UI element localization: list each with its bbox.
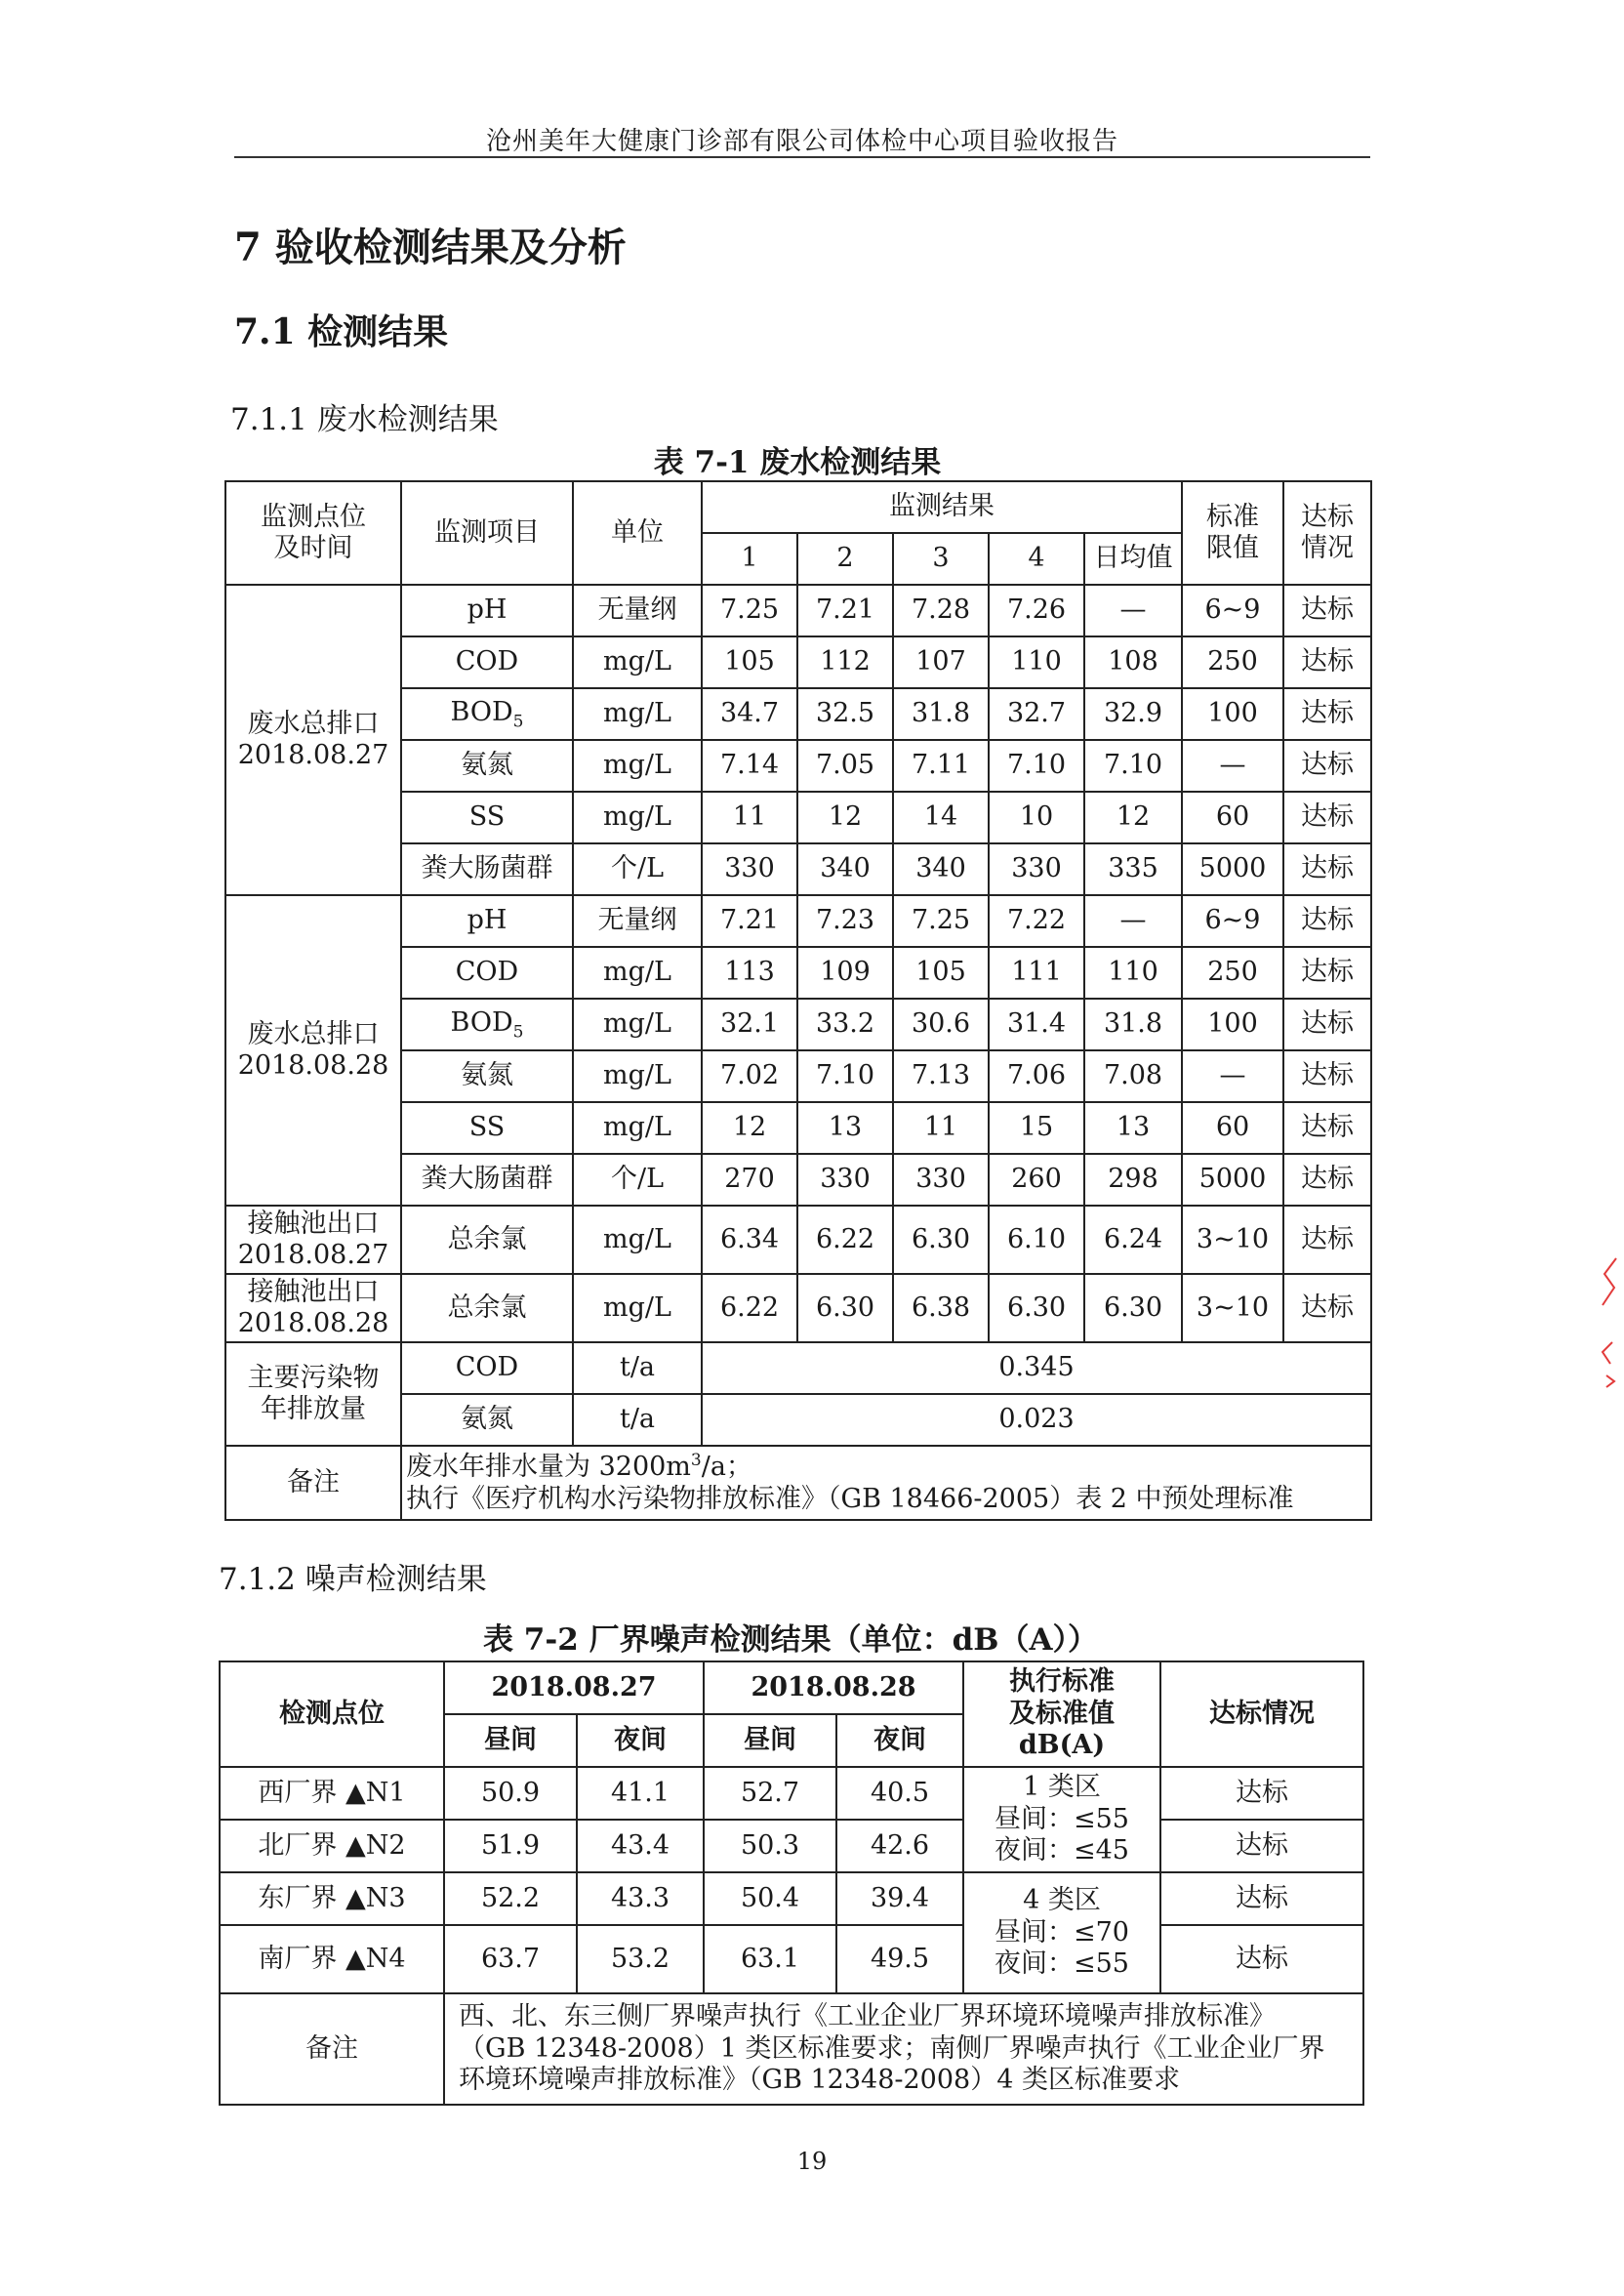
cell: 39.4 bbox=[836, 1872, 963, 1925]
cell: 6.34 bbox=[702, 1206, 797, 1274]
cell: 达标 bbox=[1283, 1102, 1371, 1154]
cell: 50.3 bbox=[704, 1820, 836, 1872]
note-label: 备注 bbox=[220, 1993, 444, 2105]
cell: 52.7 bbox=[704, 1767, 836, 1820]
table-row bbox=[220, 1820, 1363, 1872]
cell: 达标 bbox=[1283, 843, 1371, 895]
cell: 63.7 bbox=[444, 1925, 577, 1993]
cell: 达标 bbox=[1283, 1206, 1371, 1274]
cell: 6.30 bbox=[989, 1274, 1084, 1342]
item-cell: SS bbox=[401, 1102, 573, 1154]
cell: 52.2 bbox=[444, 1872, 577, 1925]
cell: 340 bbox=[893, 843, 989, 895]
cell: 达标 bbox=[1283, 792, 1371, 843]
header-c4: 4 bbox=[989, 533, 1084, 585]
cell: 6~9 bbox=[1182, 585, 1283, 636]
cell: 达标 bbox=[1283, 999, 1371, 1050]
cell: mg/L bbox=[573, 1206, 702, 1274]
cell: mg/L bbox=[573, 688, 702, 740]
cell: 达标 bbox=[1283, 636, 1371, 688]
noise-results-table bbox=[219, 1660, 1364, 2106]
cell: 50.4 bbox=[704, 1872, 836, 1925]
cell: 南厂界 ▲N4 bbox=[220, 1925, 444, 1993]
cell: 13 bbox=[1084, 1102, 1182, 1154]
cell: 总余氯 bbox=[401, 1274, 573, 1342]
cell: 达标 bbox=[1160, 1872, 1363, 1925]
cell: 6.30 bbox=[893, 1206, 989, 1274]
table-row bbox=[225, 1342, 1371, 1394]
cell: 达标 bbox=[1283, 585, 1371, 636]
cell: 250 bbox=[1182, 947, 1283, 999]
cell: COD bbox=[401, 1342, 573, 1394]
cell: 100 bbox=[1182, 688, 1283, 740]
group-point-cell: 废水总排口 2018.08.27 bbox=[225, 585, 401, 895]
cell: 7.23 bbox=[797, 895, 893, 947]
cell: 34.7 bbox=[702, 688, 797, 740]
cell: 32.5 bbox=[797, 688, 893, 740]
item-cell: 氨氮 bbox=[401, 740, 573, 792]
header-status: 达标 情况 bbox=[1283, 481, 1371, 585]
cell: 250 bbox=[1182, 636, 1283, 688]
cell: t/a bbox=[573, 1394, 702, 1446]
cell: 43.4 bbox=[577, 1820, 704, 1872]
cell: 50.9 bbox=[444, 1767, 577, 1820]
cell: 7.11 bbox=[893, 740, 989, 792]
cell: 达标 bbox=[1160, 1820, 1363, 1872]
cell: — bbox=[1182, 1050, 1283, 1102]
cell: 7.25 bbox=[702, 585, 797, 636]
cell: 达标 bbox=[1283, 1274, 1371, 1342]
item-cell: COD bbox=[401, 636, 573, 688]
cell: 270 bbox=[702, 1154, 797, 1206]
table1-caption: 表 7-1 废水检测结果 bbox=[653, 445, 942, 480]
cell: — bbox=[1084, 585, 1182, 636]
cell: 达标 bbox=[1283, 688, 1371, 740]
table-row bbox=[220, 1925, 1363, 1993]
header-day: 昼间 bbox=[444, 1714, 577, 1767]
chapter-heading: 7 验收检测结果及分析 bbox=[234, 225, 627, 270]
cell: 西厂界 ▲N1 bbox=[220, 1767, 444, 1820]
cell: 112 bbox=[797, 636, 893, 688]
note-text: 西、北、东三侧厂界噪声执行《工业企业厂界环境环境噪声排放标准》 （GB 12348-2008）1 类区标准要求；南侧厂界噪声执行《工业企业厂界 环境环境噪声排放标准》（GB 12348-2008）4 类区标准要求 bbox=[444, 1993, 1363, 2105]
table-row bbox=[220, 1767, 1363, 1820]
cell: 达标 bbox=[1283, 947, 1371, 999]
contact2-point: 接触池出口 2018.08.28 bbox=[225, 1274, 401, 1342]
cell: 108 bbox=[1084, 636, 1182, 688]
cell: 109 bbox=[797, 947, 893, 999]
cell: 7.21 bbox=[702, 895, 797, 947]
cell: 100 bbox=[1182, 999, 1283, 1050]
header-date2: 2018.08.28 bbox=[704, 1661, 963, 1714]
header-c2: 2 bbox=[797, 533, 893, 585]
cell: 5000 bbox=[1182, 843, 1283, 895]
header-date1: 2018.08.27 bbox=[444, 1661, 704, 1714]
group2-rows bbox=[225, 895, 1371, 1206]
cell: 总余氯 bbox=[401, 1206, 573, 1274]
cell: 东厂界 ▲N3 bbox=[220, 1872, 444, 1925]
item-cell: pH bbox=[401, 895, 573, 947]
cell: 7.10 bbox=[797, 1050, 893, 1102]
cell: 105 bbox=[702, 636, 797, 688]
cell: 12 bbox=[1084, 792, 1182, 843]
page-number: 19 bbox=[796, 2148, 828, 2175]
cell: 3~10 bbox=[1182, 1206, 1283, 1274]
cell: 6~9 bbox=[1182, 895, 1283, 947]
cell: 7.26 bbox=[989, 585, 1084, 636]
note-label: 备注 bbox=[225, 1446, 401, 1520]
cell: 6.30 bbox=[1084, 1274, 1182, 1342]
cell: 10 bbox=[989, 792, 1084, 843]
cell: 6.38 bbox=[893, 1274, 989, 1342]
header-status: 达标情况 bbox=[1160, 1661, 1363, 1767]
item-cell: 氨氮 bbox=[401, 1050, 573, 1102]
cell: mg/L bbox=[573, 636, 702, 688]
cell: 42.6 bbox=[836, 1820, 963, 1872]
cell: 7.08 bbox=[1084, 1050, 1182, 1102]
cell: 53.2 bbox=[577, 1925, 704, 1993]
cell: 330 bbox=[893, 1154, 989, 1206]
cell: 无量纲 bbox=[573, 585, 702, 636]
cell: 60 bbox=[1182, 1102, 1283, 1154]
cell: 15 bbox=[989, 1102, 1084, 1154]
cell: 32.9 bbox=[1084, 688, 1182, 740]
table-row bbox=[225, 1274, 1371, 1342]
contact1-point: 接触池出口 2018.08.27 bbox=[225, 1206, 401, 1274]
cell: 330 bbox=[702, 843, 797, 895]
header-night: 夜间 bbox=[836, 1714, 963, 1767]
cell: 31.8 bbox=[893, 688, 989, 740]
cell: 41.1 bbox=[577, 1767, 704, 1820]
table2-note-row bbox=[220, 1993, 1363, 2105]
cell: 60 bbox=[1182, 792, 1283, 843]
standard-class4: 4 类区 昼间：≤70 夜间：≤55 bbox=[963, 1872, 1160, 1993]
table2-caption: 表 7-2 厂界噪声检测结果（单位：dB（A）） bbox=[482, 1622, 1099, 1658]
cell: 49.5 bbox=[836, 1925, 963, 1993]
cell: 7.13 bbox=[893, 1050, 989, 1102]
cell: 达标 bbox=[1160, 1925, 1363, 1993]
cell: 3~10 bbox=[1182, 1274, 1283, 1342]
group-point-cell: 废水总排口 2018.08.28 bbox=[225, 895, 401, 1206]
subsection-heading-noise: 7.1.2 噪声检测结果 bbox=[219, 1562, 487, 1597]
cell: mg/L bbox=[573, 947, 702, 999]
cell: 达标 bbox=[1283, 895, 1371, 947]
cell: 12 bbox=[702, 1102, 797, 1154]
cell: 6.22 bbox=[797, 1206, 893, 1274]
cell: 达标 bbox=[1283, 1154, 1371, 1206]
cell: 5000 bbox=[1182, 1154, 1283, 1206]
cell: — bbox=[1084, 895, 1182, 947]
cell: 6.30 bbox=[797, 1274, 893, 1342]
cell: 298 bbox=[1084, 1154, 1182, 1206]
item-cell: COD bbox=[401, 947, 573, 999]
header-point: 检测点位 bbox=[220, 1661, 444, 1767]
cell: 63.1 bbox=[704, 1925, 836, 1993]
cell: 51.9 bbox=[444, 1820, 577, 1872]
cell: 113 bbox=[702, 947, 797, 999]
cell: 6.22 bbox=[702, 1274, 797, 1342]
header-day: 昼间 bbox=[704, 1714, 836, 1767]
item-cell: pH bbox=[401, 585, 573, 636]
cell: 6.24 bbox=[1084, 1206, 1182, 1274]
cell: 7.21 bbox=[797, 585, 893, 636]
cell: 达标 bbox=[1283, 1050, 1371, 1102]
table-row bbox=[220, 1872, 1363, 1925]
header-limit: 标准 限值 bbox=[1182, 481, 1283, 585]
cell: 107 bbox=[893, 636, 989, 688]
cell: 330 bbox=[797, 1154, 893, 1206]
cell: 7.10 bbox=[1084, 740, 1182, 792]
cell: 43.3 bbox=[577, 1872, 704, 1925]
cell: 30.6 bbox=[893, 999, 989, 1050]
cell: mg/L bbox=[573, 792, 702, 843]
cell: 31.8 bbox=[1084, 999, 1182, 1050]
cell: 11 bbox=[893, 1102, 989, 1154]
cell: 33.2 bbox=[797, 999, 893, 1050]
table-row bbox=[225, 585, 1371, 636]
cell: 13 bbox=[797, 1102, 893, 1154]
cell: 7.05 bbox=[797, 740, 893, 792]
emission-label: 主要污染物 年排放量 bbox=[225, 1342, 401, 1446]
header-c1: 1 bbox=[702, 533, 797, 585]
cell: 7.25 bbox=[893, 895, 989, 947]
cell: 个/L bbox=[573, 1154, 702, 1206]
cell: 105 bbox=[893, 947, 989, 999]
header-item: 监测项目 bbox=[401, 481, 573, 585]
running-header: 沧州美年大健康门诊部有限公司体检中心项目验收报告 bbox=[485, 127, 1118, 156]
header-rule bbox=[234, 156, 1370, 158]
cell: mg/L bbox=[573, 740, 702, 792]
cell: 12 bbox=[797, 792, 893, 843]
cell: 0.023 bbox=[702, 1394, 1371, 1446]
cell: 北厂界 ▲N2 bbox=[220, 1820, 444, 1872]
table1-note-row bbox=[225, 1446, 1371, 1520]
cell: 110 bbox=[989, 636, 1084, 688]
cell: 340 bbox=[797, 843, 893, 895]
standard-class1: 1 类区 昼间：≤55 夜间：≤45 bbox=[963, 1767, 1160, 1872]
cell: mg/L bbox=[573, 1102, 702, 1154]
cell: 11 bbox=[702, 792, 797, 843]
header-results: 监测结果 bbox=[702, 481, 1182, 533]
cell: 达标 bbox=[1283, 740, 1371, 792]
wastewater-results-table bbox=[224, 480, 1372, 1521]
cell: 32.1 bbox=[702, 999, 797, 1050]
subsection-heading-wastewater: 7.1.1 废水检测结果 bbox=[230, 402, 499, 437]
cell: 32.7 bbox=[989, 688, 1084, 740]
cell: 110 bbox=[1084, 947, 1182, 999]
item-cell: 粪大肠菌群 bbox=[401, 843, 573, 895]
seal-stamp-fragment bbox=[1597, 1254, 1618, 1391]
cell: 335 bbox=[1084, 843, 1182, 895]
cell: 0.345 bbox=[702, 1342, 1371, 1394]
cell: 7.06 bbox=[989, 1050, 1084, 1102]
cell: 111 bbox=[989, 947, 1084, 999]
item-cell: SS bbox=[401, 792, 573, 843]
header-point: 监测点位 及时间 bbox=[225, 481, 401, 585]
cell: 7.10 bbox=[989, 740, 1084, 792]
item-cell: 粪大肠菌群 bbox=[401, 1154, 573, 1206]
cell: t/a bbox=[573, 1342, 702, 1394]
cell: 260 bbox=[989, 1154, 1084, 1206]
cell: 达标 bbox=[1160, 1767, 1363, 1820]
cell: 31.4 bbox=[989, 999, 1084, 1050]
cell: 40.5 bbox=[836, 1767, 963, 1820]
table-row bbox=[225, 895, 1371, 947]
section-heading: 7.1 检测结果 bbox=[234, 311, 449, 352]
cell: 7.02 bbox=[702, 1050, 797, 1102]
cell: 氨氮 bbox=[401, 1394, 573, 1446]
table2-header-row bbox=[220, 1661, 1363, 1714]
cell: 6.10 bbox=[989, 1206, 1084, 1274]
table-row bbox=[225, 1206, 1371, 1274]
cell: mg/L bbox=[573, 999, 702, 1050]
header-night: 夜间 bbox=[577, 1714, 704, 1767]
group1-rows bbox=[225, 585, 1371, 895]
note-text: 废水年排水量为 $3200m^3/a$； 执行《医疗机构水污染物排放标准》（GB 18466-2005）表 2 中预处理标准 bbox=[401, 1446, 1371, 1520]
header-c3: 3 bbox=[893, 533, 989, 585]
item-cell: $BOD_5$ bbox=[401, 688, 573, 740]
cell: 无量纲 bbox=[573, 895, 702, 947]
table1-header-row bbox=[225, 481, 1371, 533]
header-unit: 单位 bbox=[573, 481, 702, 585]
cell: — bbox=[1182, 740, 1283, 792]
header-standard: 执行标准 及标准值 dB(A) bbox=[963, 1661, 1160, 1767]
cell: 14 bbox=[893, 792, 989, 843]
cell: mg/L bbox=[573, 1274, 702, 1342]
item-cell: $BOD_5$ bbox=[401, 999, 573, 1050]
cell: 330 bbox=[989, 843, 1084, 895]
header-avg: 日均值 bbox=[1084, 533, 1182, 585]
cell: 个/L bbox=[573, 843, 702, 895]
cell: 7.14 bbox=[702, 740, 797, 792]
cell: mg/L bbox=[573, 1050, 702, 1102]
cell: 7.28 bbox=[893, 585, 989, 636]
cell: 7.22 bbox=[989, 895, 1084, 947]
